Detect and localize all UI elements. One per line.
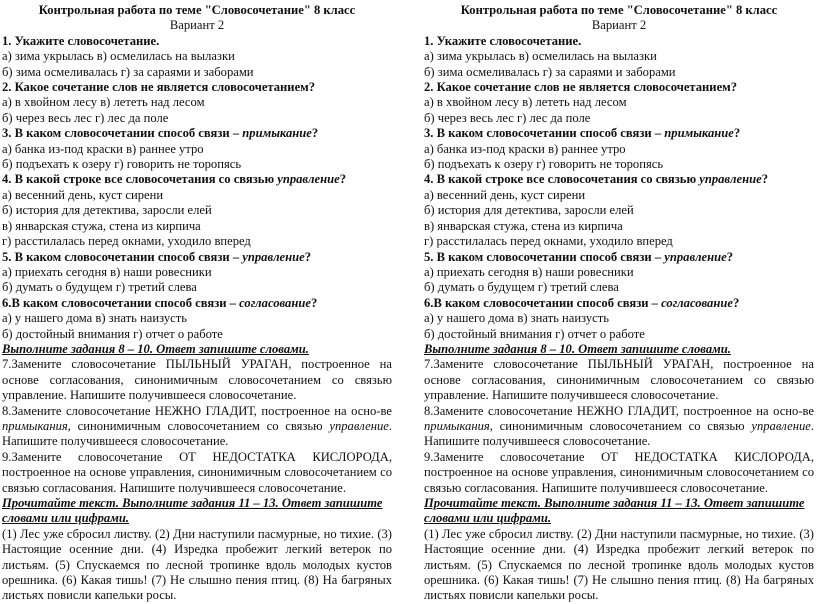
- instruction-tasks-11-13: Прочитайте текст. Выполните задания 11 – 13. Ответ запишите словами или цифрами.: [424, 496, 805, 526]
- answer-line: б) достойный внимания г) отчет о работе: [424, 326, 645, 341]
- task-7: 7.Замените словосочетание ПЫЛЬНЫЙ УРАГАН, построенное на основе согласования, синонимичным словосочетанием со связью управление. Напишите получившееся словосочетание.: [424, 357, 814, 403]
- answer-line: в) январская стужа, стена из кирпича: [424, 218, 623, 233]
- task-8: 8.Замените словосочетание НЕЖНО ГЛАДИТ, построенное на осно-ве примыкания, синонимичным словосочетанием со связью управление. Напишите получившееся словосочетание.: [2, 403, 392, 449]
- answer-line: б) подъехать к озеру г) говорить не торопясь: [424, 157, 664, 172]
- variant-column-right: [424, 3, 814, 604]
- task-8: 8.Замените словосочетание НЕЖНО ГЛАДИТ, построенное на осно-ве примыкания, синонимичным словосочетанием со связью управление. Напишите получившееся словосочетание.: [424, 403, 814, 449]
- answer-line: г) расстилалась перед окнами, уходило вперед: [2, 234, 251, 249]
- answer-line: б) думать о будущем г) третий слева: [424, 280, 619, 295]
- answer-line: б) подъехать к озеру г) говорить не торопясь: [2, 157, 242, 172]
- task-9: 9.Замените словосочетание ОТ НЕДОСТАТКА КИСЛОРОДА, построенное на основе управления, синонимичным словосочетанием со связью согласования. Напишите получившееся словосочетание.: [2, 449, 392, 495]
- task-9: 9.Замените словосочетание ОТ НЕДОСТАТКА КИСЛОРОДА, построенное на основе управления, синонимичным словосочетанием со связью согласования. Напишите получившееся словосочетание.: [424, 449, 814, 495]
- answer-line: а) у нашего дома в) знать наизусть: [2, 311, 187, 326]
- question-5: 5. В каком словосочетании способ связи – управление?: [2, 249, 312, 264]
- variant-label: Вариант 2: [169, 18, 225, 33]
- answer-line: б) думать о будущем г) третий слева: [2, 280, 197, 295]
- answer-line: б) достойный внимания г) отчет о работе: [2, 326, 223, 341]
- reading-text: (1) Лес уже сбросил листву. (2) Дни наступили пасмурные, но тихие. (3) Настоящие осенние дни. (4) Изредка пробежит легкий ветерок по листьям. (5) Спускаемся по лесной тропинке вдоль молодых кустов орешника. (6) Какая тишь! (7) Не слышно пения птиц. (8) На багряных листьях повисли капельки росы.: [2, 526, 392, 603]
- reading-text: (1) Лес уже сбросил листву. (2) Дни наступили пасмурные, но тихие. (3) Настоящие осенние дни. (4) Изредка пробежит легкий ветерок по листьям. (5) Спускаемся по лесной тропинке вдоль молодых кустов орешника. (6) Какая тишь! (7) Не слышно пения птиц. (8) На багряных листьях повисли капельки росы.: [424, 526, 814, 603]
- answer-line: а) приехать сегодня в) наши ровесники: [2, 264, 212, 279]
- question-4: 4. В какой строке все словосочетания со связью управление?: [424, 172, 768, 187]
- question-4: 4. В какой строке все словосочетания со связью управление?: [2, 172, 346, 187]
- question-1: 1. Укажите словосочетание.: [424, 33, 582, 48]
- answer-line: а) зима укрылась в) осмелилась на вылазки: [2, 49, 235, 64]
- answer-line: а) приехать сегодня в) наши ровесники: [424, 264, 634, 279]
- instruction-tasks-11-13: Прочитайте текст. Выполните задания 11 – 13. Ответ запишите словами или цифрами.: [2, 496, 383, 526]
- question-2: 2. Какое сочетание слов не является словосочетанием?: [2, 80, 316, 95]
- page-title: Контрольная работа по теме "Словосочетание" 8 класс: [460, 3, 778, 17]
- question-3: 3. В каком словосочетании способ связи – примыкание?: [424, 126, 741, 141]
- answer-line: б) зима осмеливалась г) за сараями и заборами: [424, 64, 676, 79]
- answer-line: б) история для детектива, заросли елей: [2, 203, 212, 218]
- question-6: 6.В каком словосочетании способ связи – согласование?: [424, 295, 740, 310]
- answer-line: б) через весь лес г) лес да поле: [424, 110, 591, 125]
- variant-column-left: [2, 3, 392, 604]
- answer-line: а) в хвойном лесу в) лететь над лесом: [424, 95, 627, 110]
- instruction-tasks-8-10: Выполните задания 8 – 10. Ответ запишите словами.: [424, 341, 731, 356]
- answer-line: а) весенний день, куст сирени: [424, 187, 586, 202]
- variant-label: Вариант 2: [591, 18, 647, 33]
- answer-line: в) январская стужа, стена из кирпича: [2, 218, 201, 233]
- question-5: 5. В каком словосочетании способ связи – управление?: [424, 249, 734, 264]
- answer-line: г) расстилалась перед окнами, уходило вперед: [424, 234, 673, 249]
- answer-line: а) весенний день, куст сирени: [2, 187, 164, 202]
- answer-line: б) зима осмеливалась г) за сараями и заборами: [2, 64, 254, 79]
- answer-line: а) банка из-под краски в) раннее утро: [2, 141, 204, 156]
- instruction-tasks-8-10: Выполните задания 8 – 10. Ответ запишите словами.: [2, 341, 309, 356]
- question-3: 3. В каком словосочетании способ связи – примыкание?: [2, 126, 319, 141]
- question-6: 6.В каком словосочетании способ связи – согласование?: [2, 295, 318, 310]
- answer-line: б) история для детектива, заросли елей: [424, 203, 634, 218]
- question-2: 2. Какое сочетание слов не является словосочетанием?: [424, 80, 738, 95]
- answer-line: а) банка из-под краски в) раннее утро: [424, 141, 626, 156]
- answer-line: а) зима укрылась в) осмелилась на вылазки: [424, 49, 657, 64]
- page-title: Контрольная работа по теме "Словосочетание" 8 класс: [38, 3, 356, 17]
- answer-line: а) в хвойном лесу в) лететь над лесом: [2, 95, 205, 110]
- answer-line: а) у нашего дома в) знать наизусть: [424, 311, 609, 326]
- task-7: 7.Замените словосочетание ПЫЛЬНЫЙ УРАГАН, построенное на основе согласования, синонимичным словосочетанием со связью управление. Напишите получившееся словосочетание.: [2, 357, 392, 403]
- question-1: 1. Укажите словосочетание.: [2, 33, 160, 48]
- answer-line: б) через весь лес г) лес да поле: [2, 110, 169, 125]
